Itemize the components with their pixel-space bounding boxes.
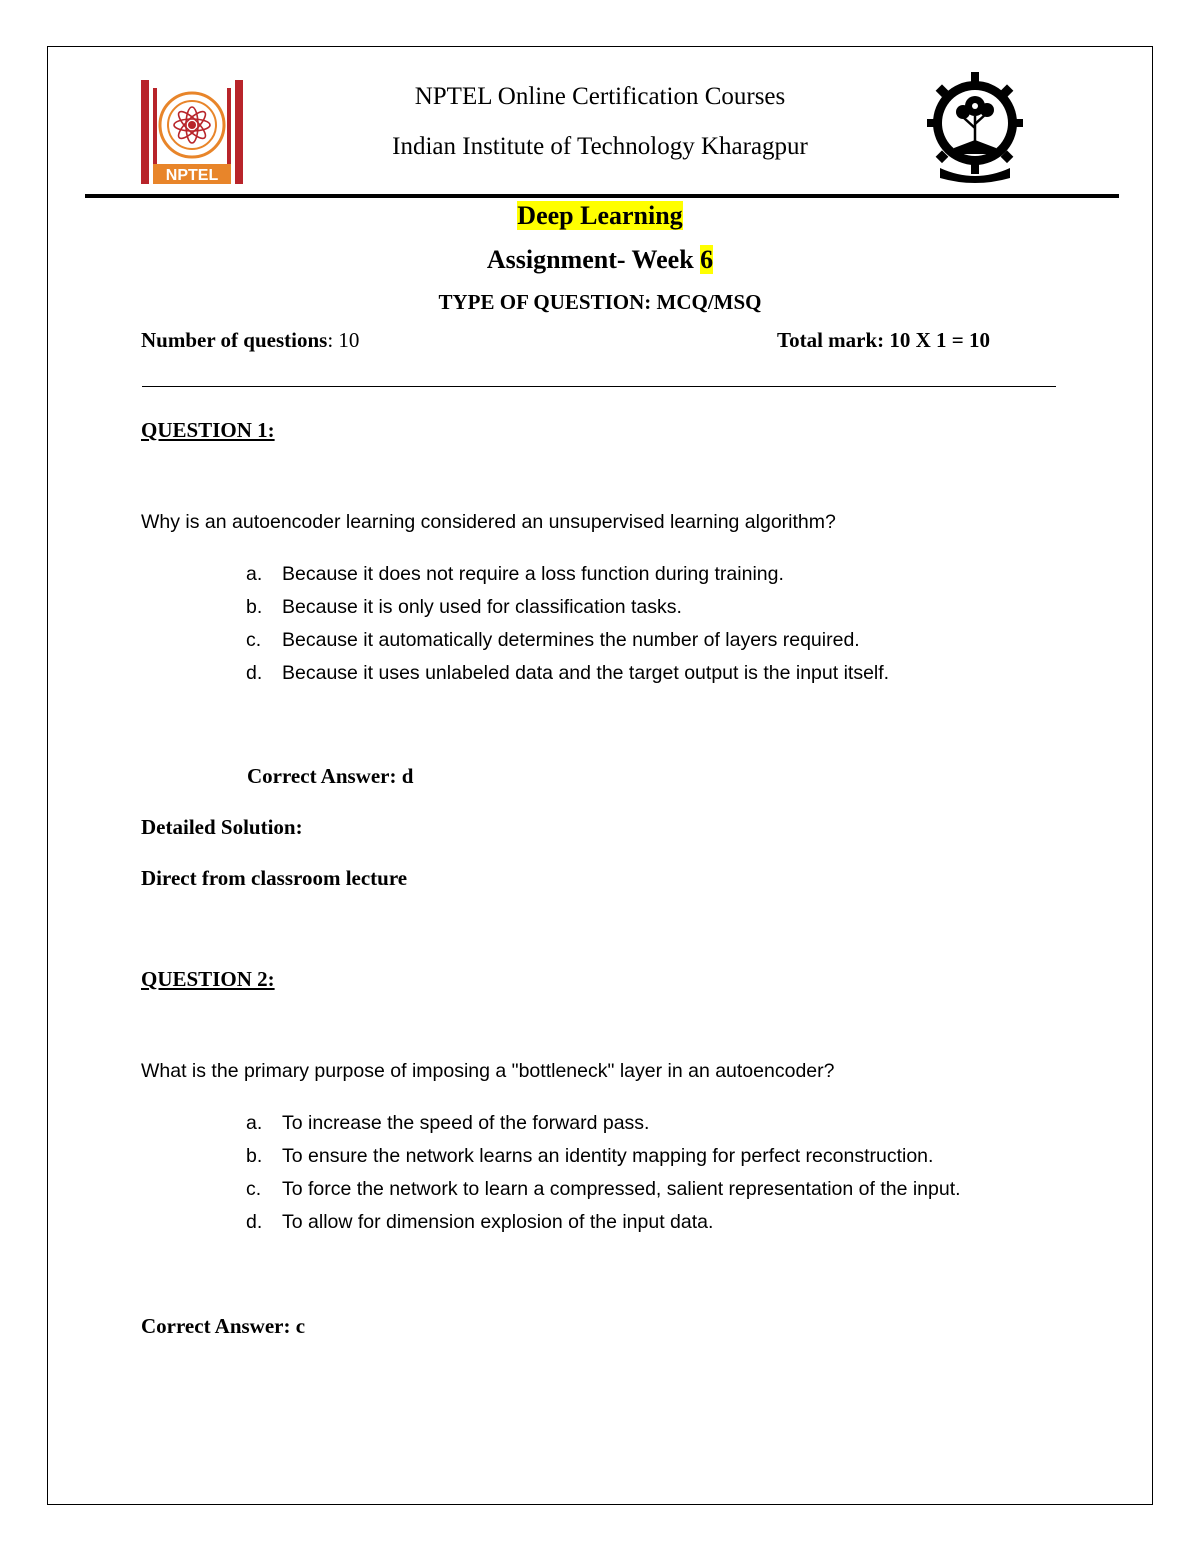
question-2-option-d: d. To allow for dimension explosion of the input data. bbox=[246, 1211, 714, 1233]
svg-text:NPTEL: NPTEL bbox=[165, 167, 219, 184]
question-1-solution-text: Direct from classroom lecture bbox=[141, 866, 408, 890]
iit-kharagpur-logo bbox=[926, 68, 1024, 186]
question-1-solution-label: Detailed Solution: bbox=[141, 815, 303, 839]
question-2-correct-answer: Correct Answer: c bbox=[141, 1314, 306, 1338]
course-title: Deep Learning bbox=[517, 201, 683, 230]
question-2-option-c: c. To force the network to learn a compressed, salient representation of the input. bbox=[246, 1178, 961, 1200]
question-1-text: Why is an autoencoder learning considered an unsupervised learning algorithm? bbox=[141, 511, 836, 533]
nptel-logo bbox=[139, 78, 245, 186]
assignment-title: Assignment- Week 6 bbox=[486, 245, 714, 274]
question-2-option-b: b. To ensure the network learns an identity mapping for perfect reconstruction. bbox=[246, 1145, 934, 1167]
question-1-option-d: d. Because it uses unlabeled data and the target output is the input itself. bbox=[246, 662, 890, 684]
week-number: 6 bbox=[700, 245, 714, 274]
number-of-questions: Number of questions: 10 bbox=[141, 328, 360, 352]
question-2-option-a: a. To increase the speed of the forward pass. bbox=[246, 1112, 650, 1134]
header-institute-name: Indian Institute of Technology Kharagpur bbox=[392, 133, 808, 160]
question-1-heading: QUESTION 1: bbox=[141, 418, 275, 442]
separator-line bbox=[142, 386, 1056, 387]
header-divider bbox=[85, 194, 1119, 198]
total-mark: Total mark: 10 X 1 = 10 bbox=[777, 328, 991, 352]
question-1-option-b: b. Because it is only used for classification tasks. bbox=[246, 596, 682, 618]
question-1-option-a: a. Because it does not require a loss function during training. bbox=[246, 563, 784, 585]
question-1-correct-answer: Correct Answer: d bbox=[247, 764, 414, 788]
question-2-text: What is the primary purpose of imposing a "bottleneck" layer in an autoencoder? bbox=[141, 1060, 835, 1082]
header-institute-program: NPTEL Online Certification Courses bbox=[414, 83, 786, 110]
question-type: TYPE OF QUESTION: MCQ/MSQ bbox=[438, 290, 762, 314]
question-2-heading: QUESTION 2: bbox=[141, 967, 275, 991]
question-1-option-c: c. Because it automatically determines the number of layers required. bbox=[246, 629, 860, 651]
